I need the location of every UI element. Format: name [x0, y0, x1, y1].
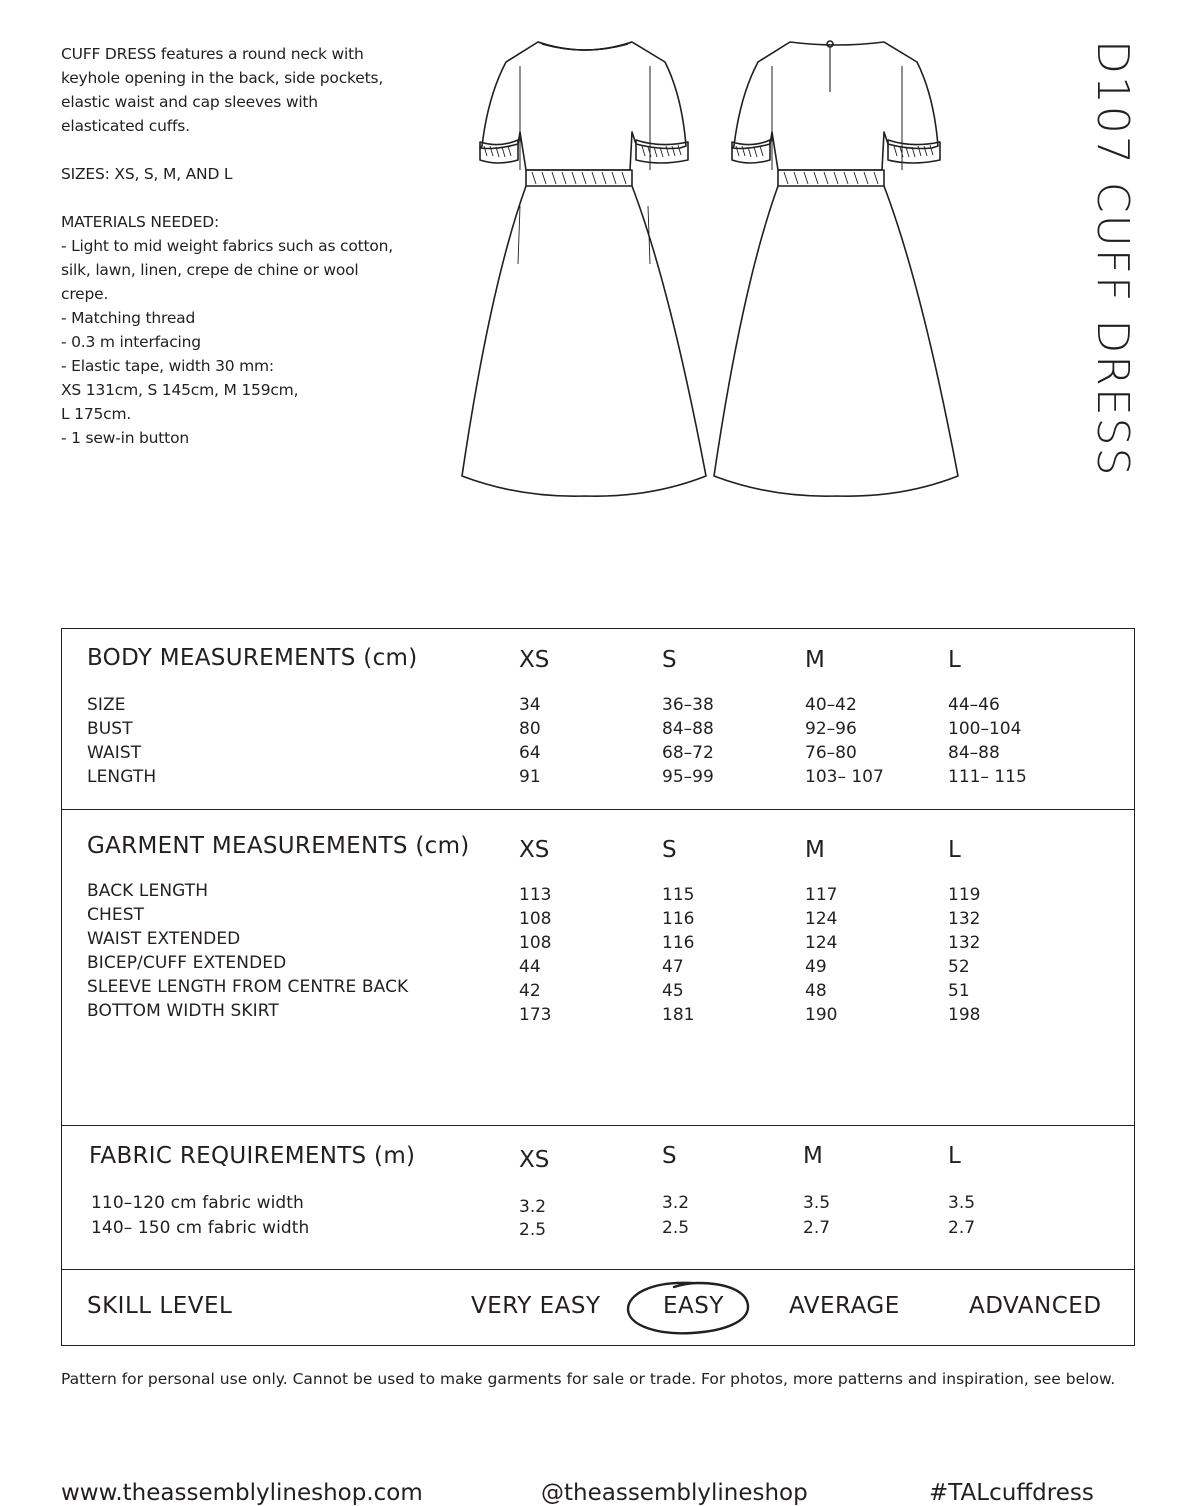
cell-value: 92–96	[805, 719, 857, 739]
fabric-requirements-section	[62, 1125, 1134, 1270]
cell-value: 84–88	[662, 719, 714, 739]
cell-value: 44	[519, 957, 541, 977]
skill-level-label: SKILL LEVEL	[87, 1293, 233, 1319]
row-label: SIZE	[87, 695, 126, 715]
cell-value: 132	[948, 909, 981, 929]
cell-value: 36–38	[662, 695, 714, 715]
row-label: BUST	[87, 719, 133, 739]
cell-value: 117	[805, 885, 838, 905]
row-label: WAIST EXTENDED	[87, 929, 241, 949]
cell-value: 173	[519, 1005, 552, 1025]
footer-instagram[interactable]: @theassemblylineshop	[541, 1480, 808, 1506]
cell-value: 190	[805, 1005, 838, 1025]
cell-value: 49	[805, 957, 827, 977]
cell-value: 132	[948, 933, 981, 953]
row-label: LENGTH	[87, 767, 157, 787]
garment-measurements-section	[62, 809, 1134, 1126]
cell-value: 3.2	[519, 1197, 547, 1217]
usage-notice: Pattern for personal use only. Cannot be used to make garments for sale or trade. For photos, more patterns and inspiration, see below.	[61, 1370, 1116, 1388]
skill-very-easy: VERY EASY	[471, 1293, 601, 1319]
footer-hashtag[interactable]: #TALcuffdress	[929, 1480, 1094, 1506]
materials: MATERIALS NEEDED: - Light to mid weight fabrics such as cotton, silk, lawn, linen, crepe de chine or wool crepe. - Matching thread - 0.3 m interfacing - Elastic tape, width 30 mm: XS 131cm, S 145cm, M 159cm, L 175cm. - 1 sew-in button	[61, 210, 406, 450]
cell-value: 111– 115	[948, 767, 1027, 787]
skill-advanced: ADVANCED	[969, 1293, 1102, 1319]
intro-text	[61, 42, 406, 450]
front-dress-illustration	[460, 36, 710, 516]
cell-value: 34	[519, 695, 541, 715]
cell-value: 2.5	[519, 1220, 547, 1240]
column-l: L	[948, 647, 961, 673]
column-xs: XS	[519, 647, 550, 673]
cell-value: 108	[519, 933, 552, 953]
cell-value: 113	[519, 885, 552, 905]
cell-value: 84–88	[948, 743, 1000, 763]
skill-average: AVERAGE	[789, 1293, 900, 1319]
cell-value: 100–104	[948, 719, 1022, 739]
column-m: M	[805, 647, 825, 673]
column-m: M	[805, 837, 825, 863]
skill-level-section	[62, 1269, 1134, 1345]
cell-value: 48	[805, 981, 827, 1001]
cell-value: 3.2	[662, 1193, 690, 1213]
cell-value: 198	[948, 1005, 981, 1025]
cell-value: 95–99	[662, 767, 714, 787]
cell-value: 40–42	[805, 695, 857, 715]
cell-value: 124	[805, 933, 838, 953]
garment-measurements-heading: GARMENT MEASUREMENTS (cm)	[87, 833, 470, 859]
cell-value: 181	[662, 1005, 695, 1025]
row-label: CHEST	[87, 905, 145, 925]
cell-value: 45	[662, 981, 684, 1001]
row-label: BOTTOM WIDTH SKIRT	[87, 1001, 279, 1021]
column-xs: XS	[519, 1147, 550, 1173]
cell-value: 2.7	[803, 1218, 831, 1238]
footer-website[interactable]: www.theassemblylineshop.com	[61, 1480, 423, 1506]
cell-value: 68–72	[662, 743, 714, 763]
cell-value: 42	[519, 981, 541, 1001]
cell-value: 119	[948, 885, 981, 905]
column-m: M	[803, 1143, 823, 1169]
row-label: 110–120 cm fabric width	[91, 1193, 304, 1213]
cell-value: 52	[948, 957, 970, 977]
cell-value: 51	[948, 981, 970, 1001]
cell-value: 124	[805, 909, 838, 929]
cell-value: 3.5	[803, 1193, 831, 1213]
cell-value: 3.5	[948, 1193, 976, 1213]
pattern-title: D107 CUFF DRESS	[1087, 40, 1138, 478]
measurement-table	[61, 628, 1135, 1346]
column-l: L	[948, 1143, 961, 1169]
sizes-line: SIZES: XS, S, M, AND L	[61, 165, 233, 183]
row-label: SLEEVE LENGTH FROM CENTRE BACK	[87, 977, 409, 997]
column-l: L	[948, 837, 961, 863]
back-dress-illustration	[712, 36, 962, 516]
row-label: 140– 150 cm fabric width	[91, 1218, 310, 1238]
column-xs: XS	[519, 837, 550, 863]
fabric-requirements-heading: FABRIC REQUIREMENTS (m)	[89, 1143, 416, 1169]
cell-value: 2.5	[662, 1218, 690, 1238]
cell-value: 76–80	[805, 743, 857, 763]
cell-value: 108	[519, 909, 552, 929]
cell-value: 103– 107	[805, 767, 884, 787]
body-measurements-section	[62, 629, 1134, 810]
materials-title: MATERIALS NEEDED:	[61, 213, 220, 231]
selected-skill-circle	[622, 1277, 754, 1339]
cell-value: 47	[662, 957, 684, 977]
description: CUFF DRESS features a round neck with keyhole opening in the back, side pockets, elastic waist and cap sleeves with elasticated cuffs.	[61, 45, 384, 135]
column-s: S	[662, 837, 677, 863]
row-label: WAIST	[87, 743, 142, 763]
row-label: BACK LENGTH	[87, 881, 209, 901]
cell-value: 64	[519, 743, 541, 763]
cell-value: 91	[519, 767, 541, 787]
column-s: S	[662, 647, 677, 673]
cell-value: 116	[662, 909, 695, 929]
cell-value: 115	[662, 885, 695, 905]
cell-value: 80	[519, 719, 541, 739]
cell-value: 44–46	[948, 695, 1000, 715]
body-measurements-heading: BODY MEASUREMENTS (cm)	[87, 645, 418, 671]
skill-easy: EASY	[663, 1293, 724, 1319]
cell-value: 116	[662, 933, 695, 953]
row-label: BICEP/CUFF EXTENDED	[87, 953, 287, 973]
cell-value: 2.7	[948, 1218, 976, 1238]
column-s: S	[662, 1143, 677, 1169]
